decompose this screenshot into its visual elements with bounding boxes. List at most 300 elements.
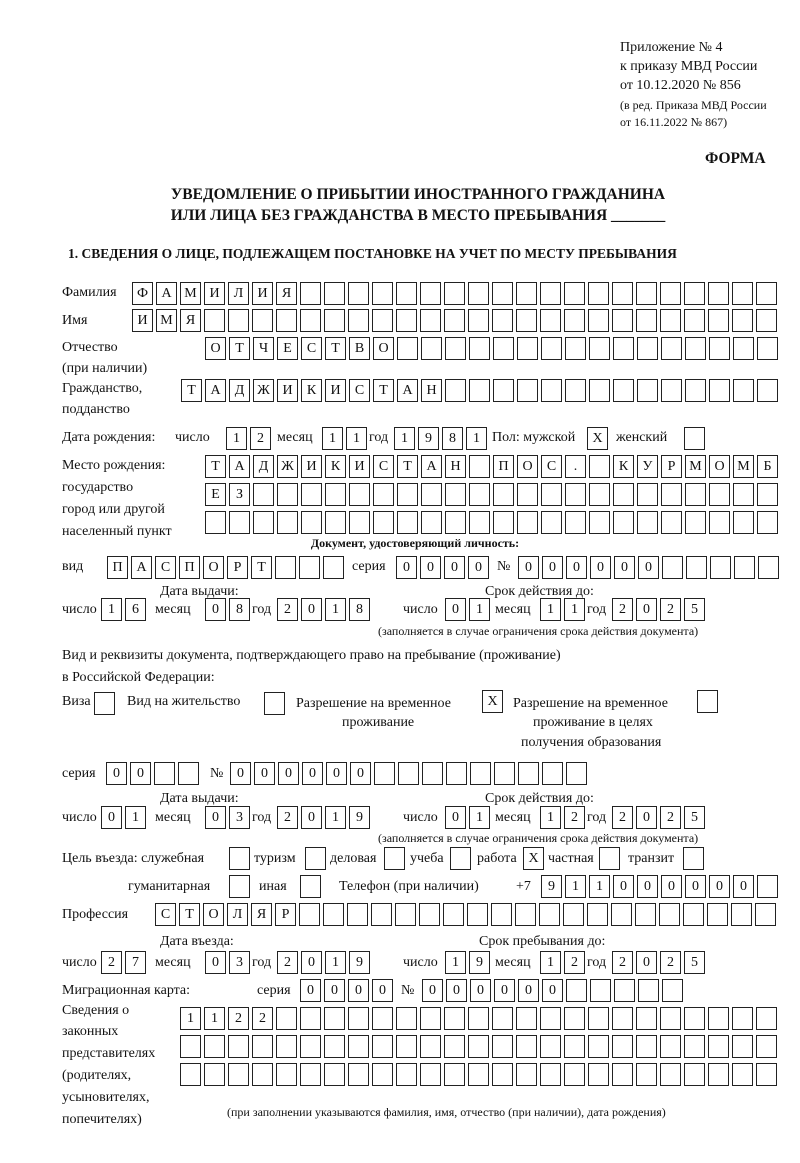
char-cell[interactable] xyxy=(636,309,657,332)
char-cell[interactable]: С xyxy=(155,903,176,926)
char-cell[interactable]: 0 xyxy=(468,556,489,579)
char-cell[interactable]: 2 xyxy=(660,951,681,974)
char-cell[interactable] xyxy=(661,337,682,360)
char-cell[interactable] xyxy=(733,511,754,534)
char-cell[interactable] xyxy=(517,337,538,360)
char-cell[interactable] xyxy=(565,337,586,360)
char-cell[interactable] xyxy=(709,483,730,506)
char-cell[interactable]: К xyxy=(301,379,322,402)
char-cell[interactable]: 0 xyxy=(709,875,730,898)
char-cell[interactable]: 3 xyxy=(229,951,250,974)
char-cell[interactable]: 1 xyxy=(226,427,247,450)
char-cell[interactable] xyxy=(469,511,490,534)
char-cell[interactable] xyxy=(758,556,779,579)
char-cell[interactable] xyxy=(467,903,488,926)
char-cell[interactable]: 0 xyxy=(205,598,226,621)
char-cell[interactable] xyxy=(565,511,586,534)
char-cell[interactable]: А xyxy=(397,379,418,402)
char-cell[interactable] xyxy=(662,556,683,579)
char-cell[interactable] xyxy=(685,483,706,506)
char-cell[interactable]: М xyxy=(733,455,754,478)
char-cell[interactable] xyxy=(660,1035,681,1058)
char-cell[interactable]: Д xyxy=(253,455,274,478)
char-cell[interactable]: 2 xyxy=(612,806,633,829)
char-cell[interactable] xyxy=(734,556,755,579)
char-cell[interactable] xyxy=(228,1063,249,1086)
char-cell[interactable]: 6 xyxy=(125,598,146,621)
char-cell[interactable]: Т xyxy=(179,903,200,926)
char-cell[interactable] xyxy=(325,483,346,506)
char-cell[interactable] xyxy=(661,483,682,506)
char-cell[interactable] xyxy=(612,282,633,305)
checkbox-cell[interactable] xyxy=(384,847,405,870)
char-cell[interactable]: . xyxy=(565,455,586,478)
char-cell[interactable] xyxy=(421,337,442,360)
char-cell[interactable] xyxy=(446,762,467,785)
char-cell[interactable]: В xyxy=(349,337,370,360)
checkbox-cell[interactable] xyxy=(683,847,704,870)
char-cell[interactable] xyxy=(660,309,681,332)
char-cell[interactable] xyxy=(371,903,392,926)
char-cell[interactable]: Т xyxy=(325,337,346,360)
char-cell[interactable] xyxy=(348,1007,369,1030)
char-cell[interactable] xyxy=(300,1007,321,1030)
char-cell[interactable]: 0 xyxy=(396,556,417,579)
char-cell[interactable]: К xyxy=(325,455,346,478)
char-cell[interactable] xyxy=(299,903,320,926)
char-cell[interactable] xyxy=(565,379,586,402)
char-cell[interactable] xyxy=(540,282,561,305)
char-cell[interactable] xyxy=(685,511,706,534)
char-cell[interactable]: 1 xyxy=(540,806,561,829)
char-cell[interactable]: 0 xyxy=(101,806,122,829)
char-cell[interactable]: 1 xyxy=(589,875,610,898)
char-cell[interactable] xyxy=(614,979,635,1002)
char-cell[interactable]: 2 xyxy=(277,951,298,974)
char-cell[interactable] xyxy=(252,1035,273,1058)
char-cell[interactable] xyxy=(276,1007,297,1030)
char-cell[interactable] xyxy=(491,903,512,926)
char-cell[interactable]: 0 xyxy=(636,951,657,974)
char-cell[interactable]: 1 xyxy=(325,951,346,974)
char-cell[interactable]: 0 xyxy=(205,951,226,974)
char-cell[interactable] xyxy=(492,309,513,332)
char-cell[interactable]: 0 xyxy=(494,979,515,1002)
char-cell[interactable] xyxy=(301,483,322,506)
char-cell[interactable] xyxy=(205,511,226,534)
char-cell[interactable]: О xyxy=(203,556,224,579)
char-cell[interactable]: 1 xyxy=(394,427,415,450)
char-cell[interactable]: Т xyxy=(373,379,394,402)
char-cell[interactable]: 1 xyxy=(469,598,490,621)
char-cell[interactable]: Я xyxy=(251,903,272,926)
char-cell[interactable] xyxy=(180,1035,201,1058)
char-cell[interactable]: 0 xyxy=(302,762,323,785)
char-cell[interactable] xyxy=(324,309,345,332)
char-cell[interactable] xyxy=(756,282,777,305)
char-cell[interactable]: 0 xyxy=(637,875,658,898)
char-cell[interactable] xyxy=(613,511,634,534)
char-cell[interactable] xyxy=(396,1007,417,1030)
char-cell[interactable]: У xyxy=(637,455,658,478)
char-cell[interactable]: Ж xyxy=(253,379,274,402)
char-cell[interactable] xyxy=(516,1007,537,1030)
char-cell[interactable] xyxy=(707,903,728,926)
char-cell[interactable] xyxy=(420,1063,441,1086)
char-cell[interactable]: М xyxy=(685,455,706,478)
char-cell[interactable]: 0 xyxy=(446,979,467,1002)
char-cell[interactable] xyxy=(373,511,394,534)
char-cell[interactable] xyxy=(468,1007,489,1030)
char-cell[interactable] xyxy=(275,556,296,579)
char-cell[interactable] xyxy=(517,483,538,506)
char-cell[interactable] xyxy=(708,282,729,305)
char-cell[interactable] xyxy=(587,903,608,926)
char-cell[interactable]: 0 xyxy=(661,875,682,898)
char-cell[interactable]: 0 xyxy=(422,979,443,1002)
char-cell[interactable] xyxy=(324,1063,345,1086)
char-cell[interactable] xyxy=(709,379,730,402)
char-cell[interactable]: 0 xyxy=(348,979,369,1002)
char-cell[interactable]: 9 xyxy=(418,427,439,450)
char-cell[interactable] xyxy=(493,379,514,402)
char-cell[interactable] xyxy=(374,762,395,785)
char-cell[interactable]: 0 xyxy=(324,979,345,1002)
char-cell[interactable]: 2 xyxy=(101,951,122,974)
char-cell[interactable]: Л xyxy=(227,903,248,926)
char-cell[interactable] xyxy=(493,511,514,534)
char-cell[interactable] xyxy=(252,1063,273,1086)
char-cell[interactable] xyxy=(253,483,274,506)
char-cell[interactable] xyxy=(348,1035,369,1058)
char-cell[interactable] xyxy=(540,1007,561,1030)
char-cell[interactable] xyxy=(180,1063,201,1086)
char-cell[interactable]: 0 xyxy=(733,875,754,898)
char-cell[interactable]: Е xyxy=(277,337,298,360)
char-cell[interactable]: И xyxy=(204,282,225,305)
char-cell[interactable]: Я xyxy=(276,282,297,305)
checkbox-cell[interactable] xyxy=(264,692,285,715)
char-cell[interactable] xyxy=(300,309,321,332)
char-cell[interactable] xyxy=(516,282,537,305)
char-cell[interactable] xyxy=(470,762,491,785)
char-cell[interactable]: 0 xyxy=(372,979,393,1002)
char-cell[interactable] xyxy=(708,1035,729,1058)
char-cell[interactable]: З xyxy=(229,483,250,506)
char-cell[interactable]: 1 xyxy=(466,427,487,450)
char-cell[interactable]: 8 xyxy=(442,427,463,450)
char-cell[interactable] xyxy=(541,511,562,534)
char-cell[interactable]: П xyxy=(493,455,514,478)
char-cell[interactable] xyxy=(421,483,442,506)
char-cell[interactable]: А xyxy=(156,282,177,305)
char-cell[interactable]: И xyxy=(349,455,370,478)
char-cell[interactable] xyxy=(396,1063,417,1086)
char-cell[interactable] xyxy=(204,1063,225,1086)
char-cell[interactable] xyxy=(372,1063,393,1086)
char-cell[interactable]: 2 xyxy=(250,427,271,450)
char-cell[interactable] xyxy=(229,511,250,534)
char-cell[interactable] xyxy=(757,379,778,402)
char-cell[interactable] xyxy=(683,903,704,926)
char-cell[interactable]: И xyxy=(252,282,273,305)
char-cell[interactable] xyxy=(756,309,777,332)
char-cell[interactable] xyxy=(636,1007,657,1030)
char-cell[interactable] xyxy=(564,282,585,305)
char-cell[interactable]: 1 xyxy=(125,806,146,829)
char-cell[interactable]: Ч xyxy=(253,337,274,360)
char-cell[interactable]: 1 xyxy=(101,598,122,621)
char-cell[interactable] xyxy=(757,337,778,360)
char-cell[interactable] xyxy=(684,1035,705,1058)
char-cell[interactable] xyxy=(422,762,443,785)
char-cell[interactable] xyxy=(469,455,490,478)
checkbox-cell[interactable] xyxy=(300,875,321,898)
char-cell[interactable] xyxy=(397,337,418,360)
char-cell[interactable] xyxy=(395,903,416,926)
char-cell[interactable] xyxy=(732,1007,753,1030)
char-cell[interactable] xyxy=(709,337,730,360)
char-cell[interactable] xyxy=(445,483,466,506)
checkbox-cell[interactable]: X xyxy=(587,427,608,450)
char-cell[interactable] xyxy=(443,903,464,926)
char-cell[interactable] xyxy=(349,511,370,534)
char-cell[interactable] xyxy=(444,1063,465,1086)
char-cell[interactable] xyxy=(348,1063,369,1086)
char-cell[interactable] xyxy=(732,282,753,305)
char-cell[interactable] xyxy=(733,483,754,506)
char-cell[interactable]: Р xyxy=(661,455,682,478)
char-cell[interactable] xyxy=(612,1035,633,1058)
char-cell[interactable]: 0 xyxy=(420,556,441,579)
char-cell[interactable]: 2 xyxy=(252,1007,273,1030)
char-cell[interactable] xyxy=(299,556,320,579)
char-cell[interactable] xyxy=(684,309,705,332)
char-cell[interactable]: Т xyxy=(397,455,418,478)
char-cell[interactable] xyxy=(468,1035,489,1058)
char-cell[interactable] xyxy=(444,309,465,332)
char-cell[interactable]: И xyxy=(132,309,153,332)
char-cell[interactable] xyxy=(660,1063,681,1086)
char-cell[interactable] xyxy=(757,875,778,898)
char-cell[interactable] xyxy=(637,379,658,402)
char-cell[interactable]: 2 xyxy=(612,598,633,621)
char-cell[interactable]: 2 xyxy=(660,598,681,621)
char-cell[interactable] xyxy=(733,337,754,360)
char-cell[interactable] xyxy=(589,455,610,478)
char-cell[interactable]: Ж xyxy=(277,455,298,478)
char-cell[interactable] xyxy=(709,511,730,534)
char-cell[interactable] xyxy=(277,483,298,506)
char-cell[interactable] xyxy=(686,556,707,579)
char-cell[interactable]: Т xyxy=(251,556,272,579)
char-cell[interactable] xyxy=(541,483,562,506)
char-cell[interactable]: 5 xyxy=(684,806,705,829)
char-cell[interactable] xyxy=(348,282,369,305)
char-cell[interactable] xyxy=(731,903,752,926)
char-cell[interactable] xyxy=(542,762,563,785)
char-cell[interactable] xyxy=(710,556,731,579)
char-cell[interactable] xyxy=(685,379,706,402)
char-cell[interactable] xyxy=(564,1035,585,1058)
char-cell[interactable] xyxy=(588,1007,609,1030)
char-cell[interactable]: 9 xyxy=(349,806,370,829)
char-cell[interactable] xyxy=(613,379,634,402)
checkbox-cell[interactable] xyxy=(684,427,705,450)
checkbox-cell[interactable] xyxy=(599,847,620,870)
char-cell[interactable] xyxy=(300,1063,321,1086)
char-cell[interactable]: С xyxy=(373,455,394,478)
char-cell[interactable] xyxy=(397,511,418,534)
char-cell[interactable] xyxy=(589,379,610,402)
checkbox-cell[interactable]: X xyxy=(482,690,503,713)
char-cell[interactable] xyxy=(372,309,393,332)
char-cell[interactable] xyxy=(685,337,706,360)
char-cell[interactable]: 3 xyxy=(229,806,250,829)
char-cell[interactable] xyxy=(732,1035,753,1058)
char-cell[interactable] xyxy=(732,1063,753,1086)
char-cell[interactable] xyxy=(708,1007,729,1030)
char-cell[interactable] xyxy=(325,511,346,534)
char-cell[interactable] xyxy=(419,903,440,926)
char-cell[interactable]: Т xyxy=(181,379,202,402)
char-cell[interactable]: Д xyxy=(229,379,250,402)
char-cell[interactable] xyxy=(372,282,393,305)
char-cell[interactable] xyxy=(252,309,273,332)
char-cell[interactable]: И xyxy=(277,379,298,402)
char-cell[interactable] xyxy=(636,1063,657,1086)
char-cell[interactable] xyxy=(517,379,538,402)
char-cell[interactable]: 5 xyxy=(684,951,705,974)
char-cell[interactable] xyxy=(518,762,539,785)
char-cell[interactable] xyxy=(588,282,609,305)
char-cell[interactable] xyxy=(301,511,322,534)
char-cell[interactable]: 8 xyxy=(229,598,250,621)
char-cell[interactable] xyxy=(541,337,562,360)
char-cell[interactable] xyxy=(445,511,466,534)
char-cell[interactable] xyxy=(516,309,537,332)
checkbox-cell[interactable]: X xyxy=(523,847,544,870)
char-cell[interactable]: О xyxy=(205,337,226,360)
char-cell[interactable]: 0 xyxy=(470,979,491,1002)
char-cell[interactable]: Л xyxy=(228,282,249,305)
char-cell[interactable] xyxy=(347,903,368,926)
char-cell[interactable]: Б xyxy=(757,455,778,478)
char-cell[interactable] xyxy=(204,309,225,332)
char-cell[interactable]: И xyxy=(325,379,346,402)
char-cell[interactable] xyxy=(469,379,490,402)
char-cell[interactable]: 0 xyxy=(444,556,465,579)
char-cell[interactable]: 0 xyxy=(205,806,226,829)
char-cell[interactable] xyxy=(613,483,634,506)
char-cell[interactable] xyxy=(756,1063,777,1086)
char-cell[interactable] xyxy=(324,1007,345,1030)
char-cell[interactable] xyxy=(372,1035,393,1058)
char-cell[interactable]: П xyxy=(179,556,200,579)
checkbox-cell[interactable] xyxy=(697,690,718,713)
char-cell[interactable] xyxy=(756,1007,777,1030)
char-cell[interactable]: 0 xyxy=(613,875,634,898)
char-cell[interactable]: 0 xyxy=(301,806,322,829)
char-cell[interactable] xyxy=(444,1035,465,1058)
char-cell[interactable] xyxy=(539,903,560,926)
char-cell[interactable]: 2 xyxy=(564,951,585,974)
checkbox-cell[interactable] xyxy=(229,875,250,898)
char-cell[interactable] xyxy=(492,1007,513,1030)
char-cell[interactable] xyxy=(276,1035,297,1058)
char-cell[interactable]: О xyxy=(517,455,538,478)
char-cell[interactable] xyxy=(397,483,418,506)
char-cell[interactable]: А xyxy=(229,455,250,478)
char-cell[interactable] xyxy=(638,979,659,1002)
char-cell[interactable] xyxy=(564,309,585,332)
char-cell[interactable] xyxy=(228,1035,249,1058)
char-cell[interactable]: Ф xyxy=(132,282,153,305)
char-cell[interactable] xyxy=(612,1063,633,1086)
char-cell[interactable] xyxy=(444,282,465,305)
char-cell[interactable]: 1 xyxy=(540,951,561,974)
char-cell[interactable] xyxy=(637,511,658,534)
char-cell[interactable]: 0 xyxy=(130,762,151,785)
char-cell[interactable] xyxy=(204,1035,225,1058)
char-cell[interactable]: 0 xyxy=(301,951,322,974)
char-cell[interactable]: Р xyxy=(275,903,296,926)
char-cell[interactable]: 0 xyxy=(685,875,706,898)
char-cell[interactable] xyxy=(373,483,394,506)
char-cell[interactable] xyxy=(684,1063,705,1086)
char-cell[interactable]: 1 xyxy=(564,598,585,621)
char-cell[interactable]: Н xyxy=(421,379,442,402)
char-cell[interactable]: 1 xyxy=(565,875,586,898)
char-cell[interactable] xyxy=(444,1007,465,1030)
char-cell[interactable]: 1 xyxy=(180,1007,201,1030)
char-cell[interactable]: О xyxy=(373,337,394,360)
char-cell[interactable]: 0 xyxy=(300,979,321,1002)
char-cell[interactable] xyxy=(516,1063,537,1086)
char-cell[interactable] xyxy=(396,309,417,332)
char-cell[interactable] xyxy=(398,762,419,785)
char-cell[interactable]: 7 xyxy=(125,951,146,974)
char-cell[interactable] xyxy=(612,1007,633,1030)
char-cell[interactable] xyxy=(661,379,682,402)
char-cell[interactable]: 0 xyxy=(636,598,657,621)
char-cell[interactable] xyxy=(613,337,634,360)
char-cell[interactable]: 0 xyxy=(590,556,611,579)
char-cell[interactable] xyxy=(276,1063,297,1086)
char-cell[interactable] xyxy=(468,1063,489,1086)
char-cell[interactable]: 0 xyxy=(638,556,659,579)
checkbox-cell[interactable] xyxy=(450,847,471,870)
char-cell[interactable] xyxy=(300,282,321,305)
char-cell[interactable]: С xyxy=(349,379,370,402)
char-cell[interactable] xyxy=(589,337,610,360)
char-cell[interactable]: 0 xyxy=(636,806,657,829)
char-cell[interactable] xyxy=(493,483,514,506)
char-cell[interactable]: 1 xyxy=(346,427,367,450)
char-cell[interactable] xyxy=(493,337,514,360)
char-cell[interactable] xyxy=(420,282,441,305)
char-cell[interactable] xyxy=(469,337,490,360)
char-cell[interactable] xyxy=(732,309,753,332)
char-cell[interactable] xyxy=(540,309,561,332)
char-cell[interactable]: Е xyxy=(205,483,226,506)
char-cell[interactable] xyxy=(445,337,466,360)
char-cell[interactable]: 2 xyxy=(612,951,633,974)
char-cell[interactable] xyxy=(228,309,249,332)
char-cell[interactable] xyxy=(420,1007,441,1030)
char-cell[interactable]: С xyxy=(155,556,176,579)
char-cell[interactable] xyxy=(541,379,562,402)
